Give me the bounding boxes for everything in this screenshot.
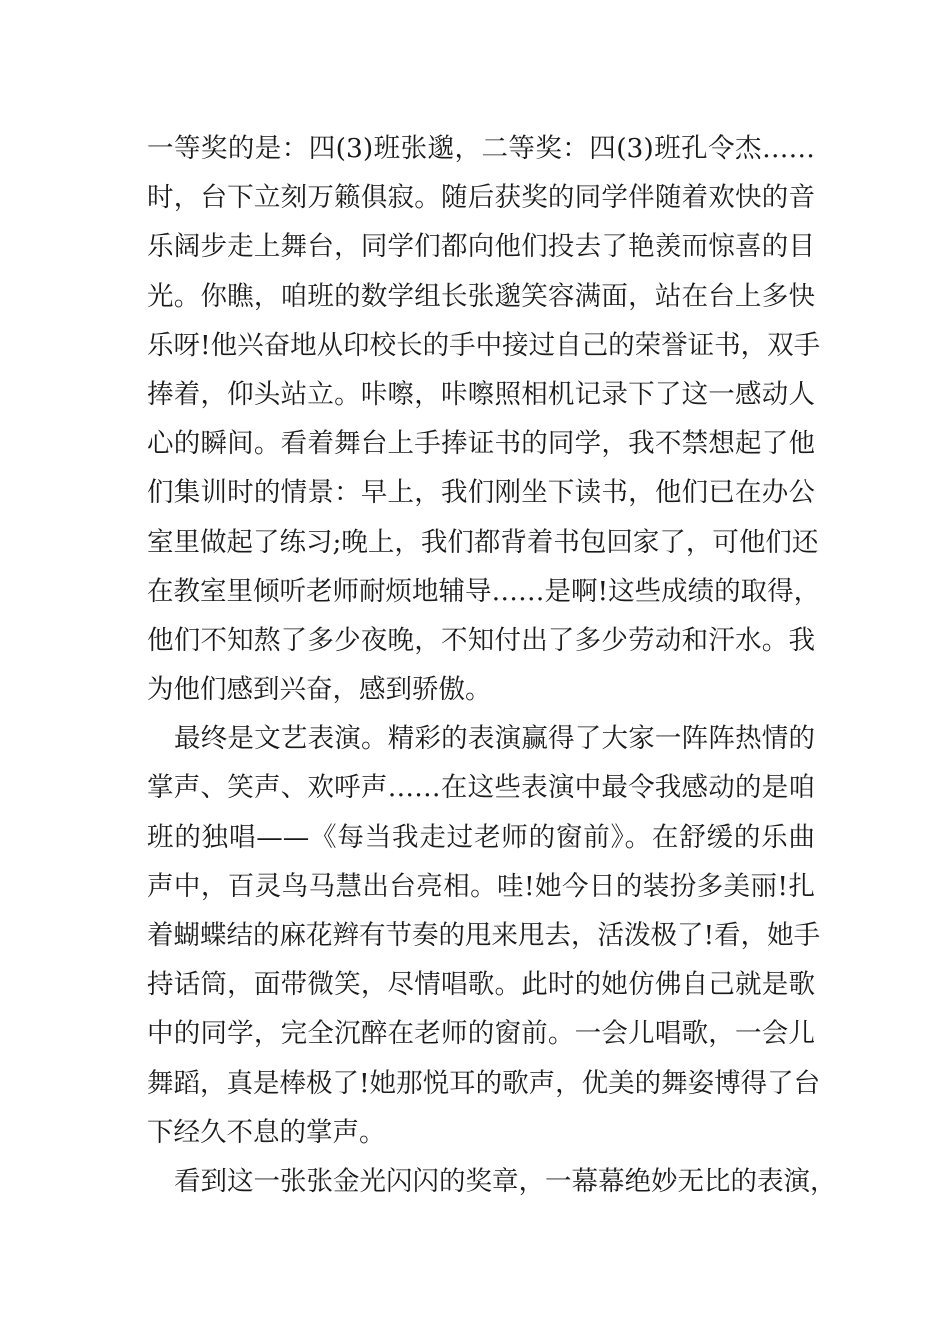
text-line: 们集训时的情景：早上，我们刚坐下读书，他们已在办公 xyxy=(147,477,815,509)
text-line: 在教室里倾听老师耐烦地辅导……是啊!这些成绩的取得， xyxy=(147,575,821,607)
text-line: 着蝴蝶结的麻花辫有节奏的甩来甩去，活泼极了!看，她手 xyxy=(147,920,821,951)
text-line: 最终是文艺表演。精彩的表演赢得了大家一阵阵热情的 xyxy=(174,723,815,755)
text-line: 捧着，仰头站立。咔嚓，咔嚓照相机记录下了这一感动人 xyxy=(147,378,815,410)
text-line: 乐阔步走上舞台，同学们都向他们投去了艳羡而惊喜的目 xyxy=(147,231,815,263)
paragraph-performance xyxy=(147,714,821,1157)
text-line: 舞蹈，真是棒极了!她那悦耳的歌声，优美的舞姿博得了台 xyxy=(147,1067,821,1099)
document-body xyxy=(147,124,837,1206)
text-line: 时，台下立刻万籁俱寂。随后获奖的同学伴随着欢快的音 xyxy=(147,182,815,214)
text-line: 掌声、笑声、欢呼声……在这些表演中最令我感动的是咱 xyxy=(147,772,815,804)
text-line: 班的独唱——《每当我走过老师的窗前》。在舒缓的乐曲 xyxy=(147,821,815,853)
text-line: 一等奖的是：四(3)班张邈，二等奖：四(3)班孔令杰…… xyxy=(147,133,815,164)
text-line: 声中，百灵鸟马慧出台亮相。哇!她今日的装扮多美丽!扎 xyxy=(147,870,815,902)
paragraph-closing xyxy=(147,1157,837,1206)
text-line: 他们不知熬了多少夜晚，不知付出了多少劳动和汗水。我 xyxy=(147,624,815,656)
text-line: 中的同学，完全沉醉在老师的窗前。一会儿唱歌，一会儿 xyxy=(147,1018,815,1050)
text-line: 室里做起了练习;晚上，我们都背着书包回家了，可他们还 xyxy=(147,526,819,558)
text-line: 持话筒，面带微笑，尽情唱歌。此时的她仿佛自己就是歌 xyxy=(147,969,815,1001)
text-line: 下经久不息的掌声。 xyxy=(147,1116,386,1148)
text-line: 乐呀!他兴奋地从印校长的手中接过自己的荣誉证书，双手 xyxy=(147,329,821,361)
paragraph-award-ceremony xyxy=(147,124,821,714)
text-line: 看到这一张张金光闪闪的奖章，一幕幕绝妙无比的表演， xyxy=(174,1165,837,1197)
text-line: 光。你瞧，咱班的数学组长张邈笑容满面，站在台上多快 xyxy=(147,280,815,312)
text-line: 为他们感到兴奋，感到骄傲。 xyxy=(147,674,492,706)
text-line: 心的瞬间。看着舞台上手捧证书的同学，我不禁想起了他 xyxy=(147,428,815,460)
